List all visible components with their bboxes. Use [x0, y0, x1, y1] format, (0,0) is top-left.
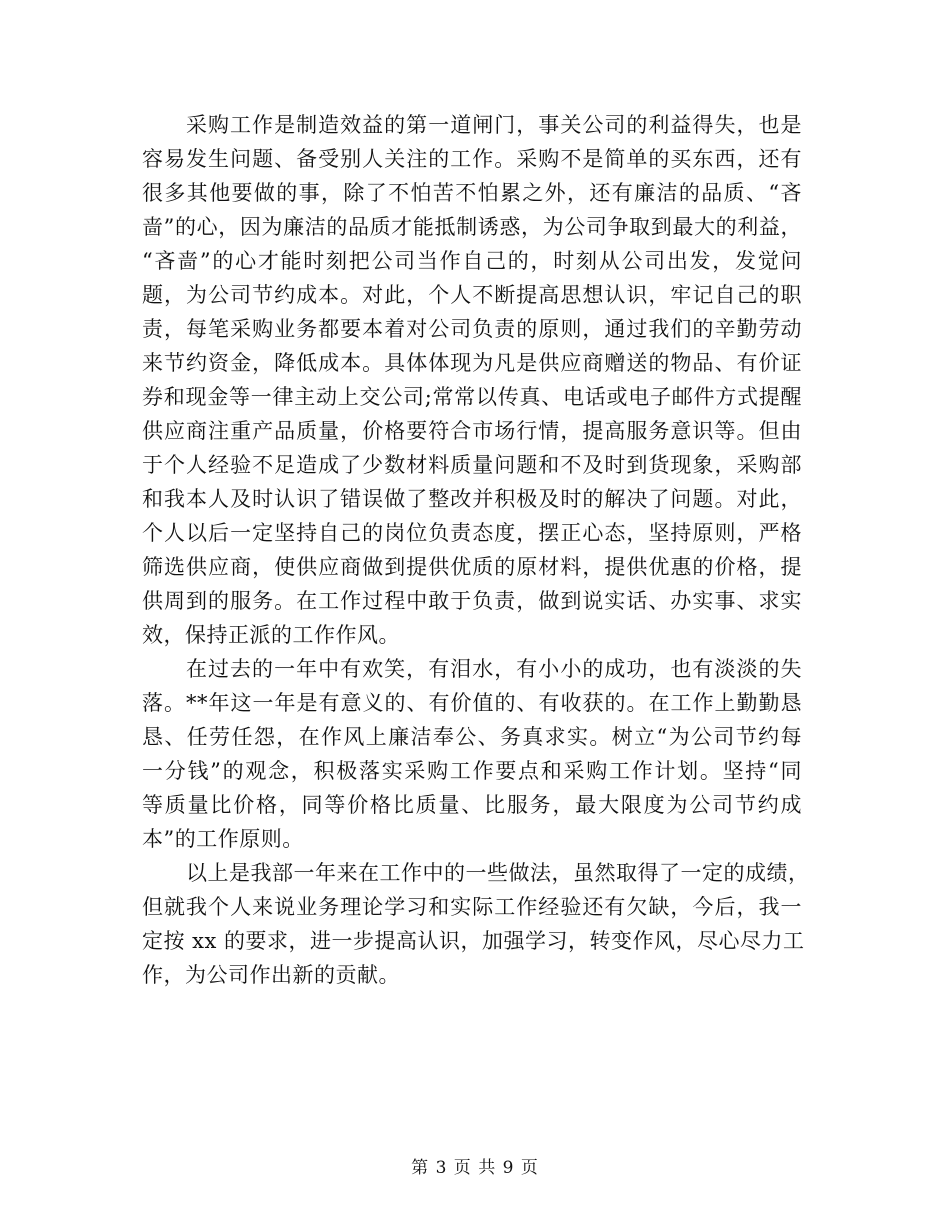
text-line: 等质量比价格，同等价格比质量、比服务，最大限度为公司节约成 [142, 793, 802, 817]
text-line: 一分钱”的观念，积极落实采购工作要点和采购工作计划。坚持“同 [142, 759, 802, 783]
text-line: “吝啬”的心才能时刻把公司当作自己的，时刻从公司出发，发觉问 [142, 249, 802, 273]
text-line: 啬”的心，因为廉洁的品质才能抵制诱惑，为公司争取到最大的利益， [142, 215, 802, 239]
text-line: 题，为公司节约成本。对此，个人不断提高思想认识，牢记自己的职 [142, 283, 802, 307]
text-line: 于个人经验不足造成了少数材料质量问题和不及时到货现象，采购部 [142, 453, 802, 477]
text-line: 供周到的服务。在工作过程中敢于负责，做到说实话、办实事、求实 [142, 589, 802, 613]
page-number-label: 第 3 页 共 9 页 [411, 1158, 539, 1178]
text-line: 定按 xx 的要求，进一步提高认识，加强学习，转变作风，尽心尽力工 [142, 929, 805, 953]
text-line: 采购工作是制造效益的第一道闸门，事关公司的利益得失，也是 [186, 113, 802, 137]
text-line: 筛选供应商，使供应商做到提供优质的原材料，提供优惠的价格，提 [142, 555, 802, 579]
document-body [142, 108, 810, 992]
text-line: 券和现金等一律主动上交公司;常常以传真、电话或电子邮件方式提醒 [142, 385, 802, 409]
text-line: 效，保持正派的工作作风。 [142, 623, 400, 647]
text-line: 但就我个人来说业务理论学习和实际工作经验还有欠缺，今后，我一 [142, 895, 802, 919]
text-line: 供应商注重产品质量，价格要符合市场行情，提高服务意识等。但由 [142, 419, 802, 443]
text-line: 恳、任劳任怨，在作风上廉洁奉公、务真求实。树立“为公司节约每 [142, 725, 802, 749]
paragraph-3 [142, 856, 810, 992]
text-line: 在过去的一年中有欢笑，有泪水，有小小的成功，也有淡淡的失 [186, 657, 802, 681]
text-line: 个人以后一定坚持自己的岗位负责态度，摆正心态，坚持原则，严格 [142, 521, 802, 545]
text-line: 来节约资金，降低成本。具体体现为凡是供应商赠送的物品、有价证 [142, 351, 802, 375]
text-line: 本”的工作原则。 [142, 827, 304, 851]
paragraph-1 [142, 108, 802, 652]
text-line: 责，每笔采购业务都要本着对公司负责的原则，通过我们的辛勤劳动 [142, 317, 802, 341]
text-line: 容易发生问题、备受别人关注的工作。采购不是简单的买东西，还有 [142, 147, 802, 171]
text-line: 和我本人及时认识了错误做了整改并积极及时的解决了问题。对此， [142, 487, 802, 511]
text-line: 落。**年这一年是有意义的、有价值的、有收获的。在工作上勤勤恳 [142, 691, 802, 715]
text-line: 很多其他要做的事，除了不怕苦不怕累之外，还有廉洁的品质、“吝 [142, 181, 802, 205]
text-line: 作，为公司作出新的贡献。 [142, 963, 400, 987]
paragraph-2 [142, 652, 802, 856]
page-number-footer [0, 1153, 950, 1178]
text-line: 以上是我部一年来在工作中的一些做法，虽然取得了一定的成绩， [186, 861, 810, 885]
